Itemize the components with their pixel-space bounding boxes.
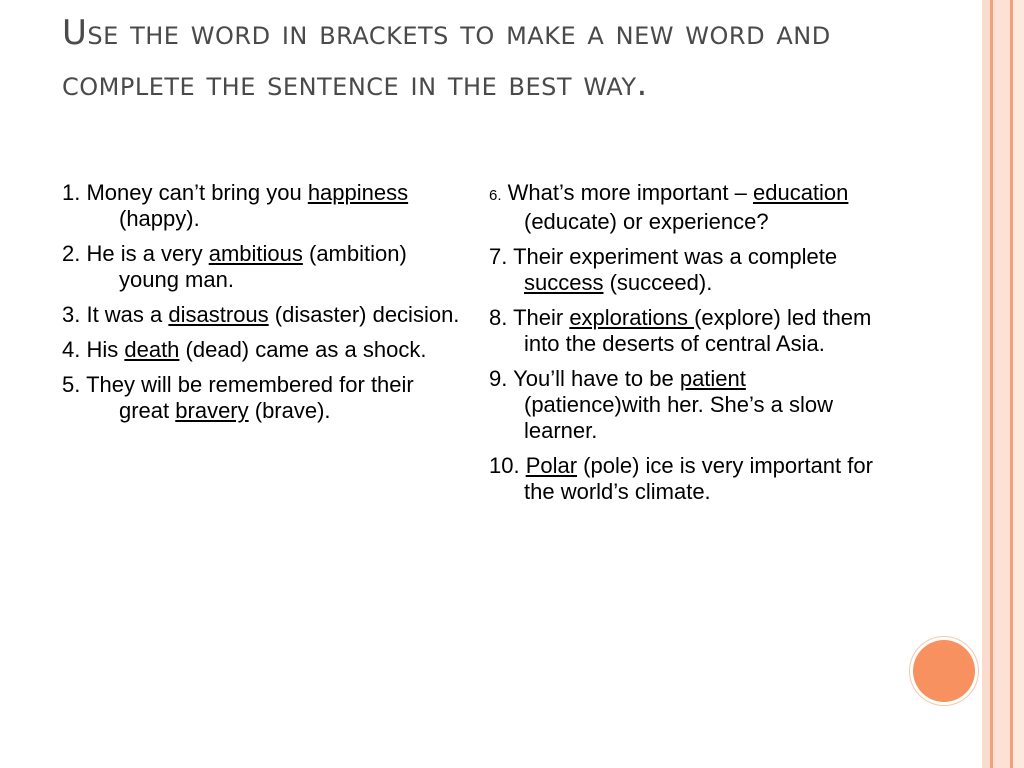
answer-word: success: [524, 270, 604, 295]
answer-word: patient: [679, 366, 746, 391]
item-text: (succeed).: [603, 270, 713, 295]
exercise-item-10: [489, 453, 879, 505]
answer-word: happiness: [307, 180, 409, 205]
exercise-item-3: [62, 302, 462, 328]
decor-circle: [913, 640, 975, 702]
decor-stripe: [993, 0, 1010, 768]
answer-word: death: [124, 337, 180, 362]
exercise-item-7: [489, 244, 879, 296]
item-text: 3. It was a: [62, 302, 169, 327]
item-text: (patience)with her. She’s a slow learner.: [524, 392, 833, 443]
answer-word: bravery: [175, 398, 249, 423]
item-text: (disaster) decision.: [268, 302, 460, 327]
exercise-item-1: [62, 180, 462, 232]
exercise-item-9: [489, 366, 879, 444]
item-text: What’s more important –: [501, 180, 753, 205]
item-text: 1. Money can’t bring you: [62, 180, 308, 205]
exercise-item-2: [62, 241, 462, 293]
item-number: 6.: [489, 187, 502, 204]
item-text: (pole) ice is very important for the world’s climate.: [524, 453, 873, 504]
answer-word: disastrous: [168, 302, 269, 327]
answer-word: ambitious: [208, 241, 303, 266]
item-text: (explore) led them into the deserts of central Asia.: [524, 305, 872, 356]
item-text: 5. They will be remembered for their great: [62, 372, 414, 423]
item-text: (dead) came as a shock.: [179, 337, 427, 362]
item-text: 8. Their: [489, 305, 570, 330]
item-text: (educate) or experience?: [524, 209, 769, 234]
answer-word: Polar: [525, 453, 578, 478]
left-column: [62, 180, 462, 433]
item-text: 2. He is a very: [62, 241, 209, 266]
exercise-item-6: [489, 180, 879, 235]
item-text: 4. His: [62, 337, 125, 362]
item-text: (ambition) young man.: [119, 241, 407, 292]
exercise-item-4: [62, 337, 462, 363]
item-text: (brave).: [248, 398, 331, 423]
decor-stripe: [1013, 0, 1024, 768]
item-text: 9. You’ll have to be: [489, 366, 680, 391]
item-text: (happy).: [119, 206, 200, 231]
exercise-item-8: [489, 305, 879, 357]
answer-word: explorations: [569, 305, 695, 330]
item-text: 10.: [489, 453, 526, 478]
answer-word: education: [752, 180, 849, 205]
slide-title: Use the word in brackets to make a new word and complete the sentence in the best way.: [62, 13, 831, 104]
exercise-item-5: [62, 372, 462, 424]
right-column: [489, 180, 879, 514]
item-text: 7. Their experiment was a complete: [489, 244, 838, 269]
decor-stripe: [982, 0, 990, 768]
